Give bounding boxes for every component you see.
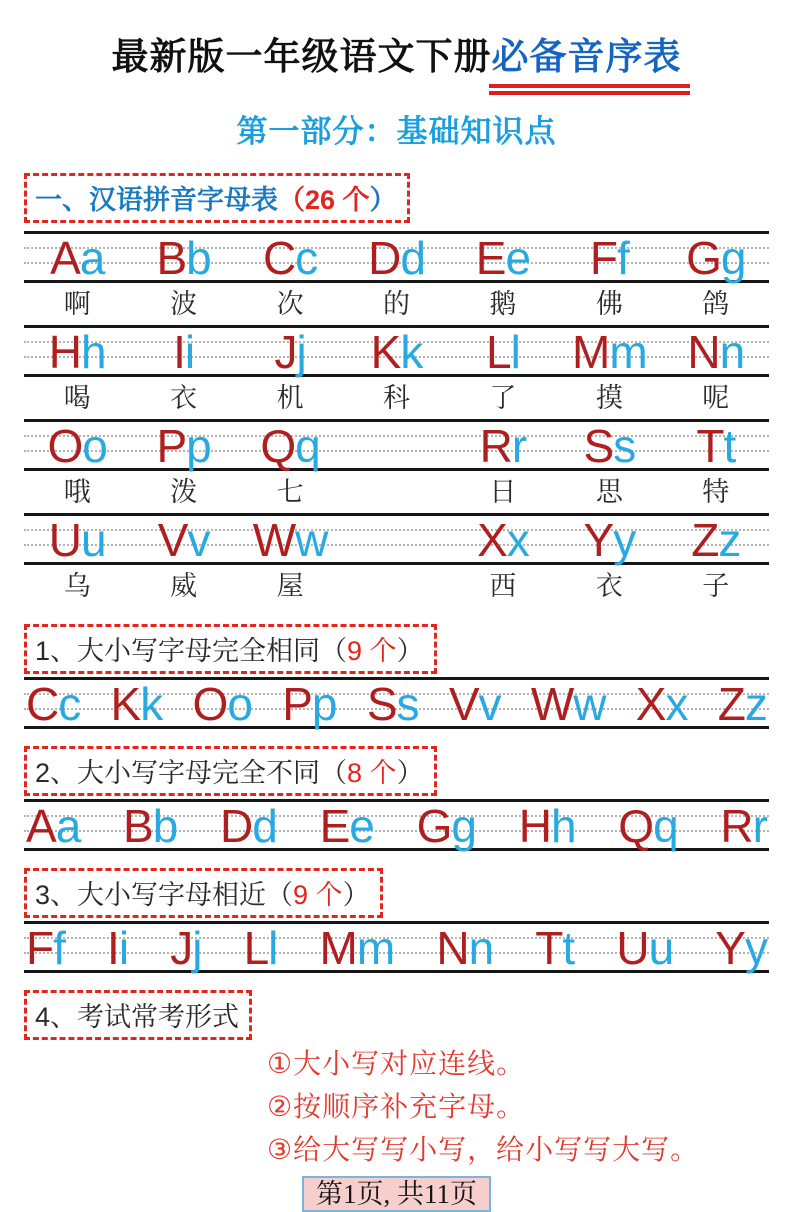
letter-cell [450, 514, 556, 566]
lowercase-letter: m [356, 922, 395, 974]
letter-cell [24, 326, 130, 378]
exam-item-1: ①大小写对应连线。 [267, 1048, 526, 1079]
section-3-open-paren: （ [266, 880, 294, 910]
lowercase-letter: q [295, 420, 320, 472]
capital-letter: K [370, 326, 401, 378]
letter-pair [319, 800, 374, 852]
letter-cell [192, 678, 252, 730]
letter-pair [691, 514, 741, 566]
lowercase-letter: y [744, 922, 767, 974]
letter-cell [26, 922, 65, 974]
lowercase-letter: u [81, 514, 106, 566]
letter-cell [535, 922, 575, 974]
capital-letter: S [366, 678, 397, 730]
lowercase-letter: y [613, 514, 636, 566]
capital-letter: Q [618, 800, 654, 852]
lowercase-letter: b [152, 800, 178, 852]
section-3-letters-row [24, 921, 769, 973]
letter-cell [556, 420, 662, 472]
lowercase-letter: f [617, 232, 629, 284]
letter-cell [130, 420, 236, 472]
section-2-close-paren: ） [396, 758, 424, 788]
letter-cell [530, 678, 606, 730]
capital-letter: R [479, 420, 512, 472]
letter-pair [715, 922, 767, 974]
letter-pair [260, 420, 320, 472]
section-4-label: 4、考试常考形式 [35, 1002, 240, 1032]
pronunciation-hint: 次 [276, 289, 304, 319]
letter-pair [448, 678, 501, 730]
letter-pair [26, 922, 65, 974]
pronunciation-hint: 科 [382, 383, 410, 413]
letter-pair [530, 678, 606, 730]
pronunciation-hint: 的 [382, 289, 410, 319]
capital-letter: C [26, 678, 59, 730]
letter-pair [436, 922, 494, 974]
capital-letter: V [448, 678, 479, 730]
capital-letter: K [110, 678, 141, 730]
letter-cell [130, 232, 236, 284]
capital-letter: L [243, 922, 269, 974]
section-3-count: 9 个 [293, 880, 343, 910]
letter-cell [123, 800, 178, 852]
capital-letter: V [157, 514, 188, 566]
letter-pair [173, 326, 195, 378]
pronunciation-hint: 鸽 [702, 289, 730, 319]
letter-pair [616, 922, 674, 974]
lowercase-letter: x [665, 678, 688, 730]
page-number-badge: 第1页, 共11页 [302, 1176, 491, 1212]
letter-pair [486, 326, 520, 378]
capital-letter: J [274, 326, 297, 378]
pronunciation-hint: 摸 [595, 383, 623, 413]
letter-cell [720, 800, 767, 852]
letter-pair [282, 678, 337, 730]
capital-letter: P [156, 420, 187, 472]
lowercase-letter: t [723, 420, 736, 472]
lowercase-letter: x [506, 514, 529, 566]
pronunciation-hint: 威 [170, 571, 198, 601]
capital-letter: L [486, 326, 511, 378]
letter-cell [237, 420, 343, 472]
lowercase-letter: u [648, 922, 674, 974]
capital-letter: N [436, 922, 469, 974]
capital-letter: Z [717, 678, 745, 730]
capital-letter: T [696, 420, 724, 472]
section-1-heading-box [24, 624, 437, 674]
lowercase-letter: j [192, 922, 202, 974]
letter-cell [448, 678, 501, 730]
footer-row [24, 1176, 769, 1212]
letter-cell [618, 800, 678, 852]
pronunciation-hint: 屋 [276, 571, 304, 601]
letter-pair [170, 922, 202, 974]
letter-pair [368, 232, 425, 284]
letter-pair [535, 922, 575, 974]
capital-letter: P [282, 678, 312, 730]
alphabet-hint-row [24, 283, 769, 325]
lowercase-letter: f [53, 922, 65, 974]
pronunciation-hint: 了 [489, 383, 517, 413]
letter-pair [720, 800, 767, 852]
pronunciation-hint: 呢 [702, 383, 730, 413]
letter-cell [715, 922, 767, 974]
lowercase-letter: l [510, 326, 520, 378]
pronunciation-hint: 特 [702, 477, 730, 507]
letter-pair [583, 514, 636, 566]
letter-cell [343, 326, 449, 378]
capital-letter: W [252, 514, 296, 566]
alphabet-heading-box [24, 173, 410, 223]
letter-cell [663, 326, 769, 378]
section-3-heading-box [24, 868, 383, 918]
lowercase-letter: v [478, 678, 501, 730]
pronunciation-hint: 哦 [63, 477, 91, 507]
letter-pair [48, 514, 106, 566]
section-2-label: 2、大小写字母完全不同 [35, 758, 321, 788]
section-identical-letters [24, 624, 769, 729]
pronunciation-hint: 喝 [63, 383, 91, 413]
alphabet-heading-count: （26 个 [278, 185, 370, 215]
capital-letter: D [368, 232, 401, 284]
letter-cell [556, 514, 662, 566]
capital-letter: S [583, 420, 614, 472]
letter-cell [237, 232, 343, 284]
capital-letter: I [107, 922, 119, 974]
lowercase-letter: j [296, 326, 306, 378]
letter-cell [282, 678, 337, 730]
capital-letter: B [123, 800, 153, 852]
letter-cell [220, 800, 277, 852]
capital-letter: O [47, 420, 83, 472]
letter-pair [156, 420, 211, 472]
pronunciation-hint: 啊 [63, 289, 91, 319]
capital-letter: U [48, 514, 82, 566]
lowercase-letter: z [718, 514, 741, 566]
letter-cell [717, 678, 767, 730]
letter-cell [635, 678, 688, 730]
capital-letter: N [687, 326, 720, 378]
letter-pair [220, 800, 277, 852]
section-2-letters-row [24, 799, 769, 851]
exam-item-2: ②按顺序补充字母。 [267, 1091, 526, 1122]
capital-letter: W [530, 678, 574, 730]
letter-cell [24, 420, 130, 472]
letter-cell [450, 326, 556, 378]
letter-cell [343, 232, 449, 284]
capital-letter: C [262, 232, 296, 284]
letter-cell [107, 922, 129, 974]
pronunciation-hint: 七 [276, 477, 304, 507]
letter-cell [130, 326, 236, 378]
section-2-open-paren: （ [320, 758, 348, 788]
letter-cell [450, 232, 556, 284]
letter-pair [687, 326, 745, 378]
letter-cell [26, 800, 81, 852]
letter-pair [123, 800, 178, 852]
letter-cell [556, 326, 662, 378]
capital-letter: T [535, 922, 563, 974]
alphabet-hint-row [24, 377, 769, 419]
letter-cell [319, 922, 395, 974]
letter-cell [130, 514, 236, 566]
section-2-heading-box [24, 746, 437, 796]
alphabet-letter-row [24, 419, 769, 471]
section-1-close-paren: ） [396, 636, 424, 666]
section-1-open-paren: （ [320, 636, 348, 666]
letter-pair [252, 514, 328, 566]
section-exam-forms [24, 990, 769, 1167]
letter-pair [572, 326, 647, 378]
capital-letter: X [477, 514, 507, 566]
pinyin-alphabet-table [24, 231, 769, 607]
pronunciation-hint: 衣 [595, 571, 623, 601]
alphabet-heading-row [24, 173, 769, 223]
lowercase-letter: p [186, 420, 211, 472]
letter-pair [370, 326, 423, 378]
letter-pair [50, 232, 105, 284]
lowercase-letter: t [562, 922, 575, 974]
lowercase-letter: o [227, 678, 252, 730]
pronunciation-hint: 泼 [170, 477, 198, 507]
capital-letter: X [635, 678, 666, 730]
letter-pair [107, 922, 129, 974]
section-different-letters [24, 746, 769, 851]
letter-cell [663, 514, 769, 566]
letter-cell [663, 232, 769, 284]
lowercase-letter: n [719, 326, 745, 378]
capital-letter: G [416, 800, 452, 852]
letter-pair [262, 232, 318, 284]
capital-letter: H [518, 800, 551, 852]
capital-letter: Y [583, 514, 614, 566]
lowercase-letter: s [613, 420, 636, 472]
lowercase-letter: l [268, 922, 278, 974]
lowercase-letter: o [82, 420, 107, 472]
pronunciation-hint: 波 [170, 289, 198, 319]
lowercase-letter: z [744, 678, 767, 730]
lowercase-letter: i [184, 326, 195, 378]
pronunciation-hint: 日 [489, 477, 517, 507]
lowercase-letter: w [573, 678, 606, 730]
lowercase-letter: p [311, 678, 337, 730]
capital-letter: A [50, 232, 80, 284]
letter-pair [48, 326, 106, 378]
lowercase-letter: g [451, 800, 476, 852]
letter-pair [477, 514, 529, 566]
lowercase-letter: r [511, 420, 527, 472]
letter-cell [237, 514, 343, 566]
letter-pair [110, 678, 163, 730]
letter-pair [696, 420, 736, 472]
capital-letter: G [686, 232, 721, 284]
letter-cell [24, 232, 130, 284]
capital-letter: U [616, 922, 649, 974]
capital-letter: Y [715, 922, 745, 974]
letter-cell [243, 922, 278, 974]
lowercase-letter: v [187, 514, 210, 566]
page-title [24, 26, 769, 82]
letter-cell [416, 800, 476, 852]
empty-hint [343, 471, 449, 513]
lowercase-letter: d [400, 232, 425, 284]
lowercase-letter: r [752, 800, 767, 852]
exam-items-list [267, 1047, 769, 1167]
letter-pair [589, 232, 629, 284]
alphabet-heading-close-paren: ） [369, 185, 397, 215]
pronunciation-hint: 子 [702, 571, 730, 601]
alphabet-letter-row [24, 325, 769, 377]
capital-letter: J [170, 922, 193, 974]
pronunciation-hint: 鹅 [489, 289, 517, 319]
alphabet-letter-row [24, 513, 769, 565]
empty-hint [343, 565, 449, 607]
section-3-label: 3、大小写字母相近 [35, 880, 267, 910]
lowercase-letter: m [609, 326, 647, 378]
lowercase-letter: k [400, 326, 423, 378]
letter-cell [319, 800, 374, 852]
letter-cell [556, 232, 662, 284]
letter-pair [319, 922, 395, 974]
lowercase-letter: b [186, 232, 211, 284]
letter-cell [24, 514, 130, 566]
alphabet-hint-row [24, 565, 769, 607]
section-2-count: 8 个 [347, 758, 397, 788]
alphabet-hint-row [24, 471, 769, 513]
capital-letter: E [319, 800, 350, 852]
lowercase-letter: c [58, 678, 81, 730]
lowercase-letter: e [505, 232, 531, 284]
capital-letter: M [319, 922, 357, 974]
letter-cell [26, 678, 81, 730]
lowercase-letter: n [468, 922, 494, 974]
capital-letter: M [572, 326, 610, 378]
capital-letter: F [26, 922, 54, 974]
lowercase-letter: d [252, 800, 277, 852]
capital-letter: I [173, 326, 185, 378]
letter-pair [192, 678, 252, 730]
letter-cell [237, 326, 343, 378]
capital-letter: R [720, 800, 753, 852]
section-3-close-paren: ） [342, 880, 370, 910]
lowercase-letter: k [140, 678, 163, 730]
section-1-label: 1、大小写字母完全相同 [35, 636, 321, 666]
capital-letter: B [156, 232, 187, 284]
lowercase-letter: q [653, 800, 678, 852]
letter-pair [156, 232, 211, 284]
empty-letter-cell [343, 422, 449, 468]
letter-cell [518, 800, 576, 852]
letter-pair [274, 326, 306, 378]
capital-letter: Q [260, 420, 296, 472]
letter-cell [170, 922, 202, 974]
capital-letter: H [48, 326, 82, 378]
letter-pair [26, 800, 81, 852]
pronunciation-hint: 衣 [170, 383, 198, 413]
lowercase-letter: c [295, 232, 318, 284]
letter-pair [717, 678, 767, 730]
lowercase-letter: s [396, 678, 419, 730]
letter-pair [635, 678, 688, 730]
letter-pair [366, 678, 419, 730]
pronunciation-hint: 机 [276, 383, 304, 413]
capital-letter: A [26, 800, 56, 852]
lowercase-letter: w [295, 514, 328, 566]
title-black-text: 最新版一年级语文下册 [111, 36, 492, 77]
lowercase-letter: a [55, 800, 81, 852]
empty-letter-cell [343, 516, 449, 562]
pronunciation-hint: 西 [489, 571, 517, 601]
lowercase-letter: g [720, 232, 746, 284]
letter-pair [518, 800, 576, 852]
pronunciation-hint: 佛 [595, 289, 623, 319]
alphabet-heading-label: 一、汉语拼音字母表 [35, 185, 278, 215]
lowercase-letter: e [349, 800, 374, 852]
capital-letter: E [475, 232, 506, 284]
letter-pair [416, 800, 476, 852]
letter-pair [157, 514, 210, 566]
pronunciation-hint: 思 [595, 477, 623, 507]
letter-cell [663, 420, 769, 472]
letter-cell [436, 922, 494, 974]
section-1-letters-row [24, 677, 769, 729]
letter-pair [475, 232, 531, 284]
section-1-count: 9 个 [347, 636, 397, 666]
letter-pair [479, 420, 527, 472]
lowercase-letter: a [79, 232, 105, 284]
letter-cell [366, 678, 419, 730]
letter-pair [47, 420, 107, 472]
title-blue-underlined-text: 必备音序表 [492, 26, 682, 82]
lowercase-letter: h [550, 800, 576, 852]
part-one-subtitle: 第一部分：基础知识点 [236, 114, 557, 149]
lowercase-letter: i [118, 922, 129, 974]
letter-pair [243, 922, 278, 974]
exam-item-3: ③给大写写小写，给小写写大写。 [267, 1134, 700, 1165]
letter-pair [686, 232, 746, 284]
lowercase-letter: h [81, 326, 106, 378]
alphabet-letter-row [24, 231, 769, 283]
letter-pair [583, 420, 636, 472]
letter-cell [110, 678, 163, 730]
capital-letter: Z [691, 514, 719, 566]
pronunciation-hint: 乌 [63, 571, 91, 601]
section-similar-letters [24, 868, 769, 973]
capital-letter: O [192, 678, 228, 730]
letter-pair [618, 800, 678, 852]
letter-cell [450, 420, 556, 472]
capital-letter: F [589, 232, 618, 284]
letter-cell [616, 922, 674, 974]
capital-letter: D [220, 800, 253, 852]
section-4-heading-box [24, 990, 252, 1040]
letter-pair [26, 678, 81, 730]
